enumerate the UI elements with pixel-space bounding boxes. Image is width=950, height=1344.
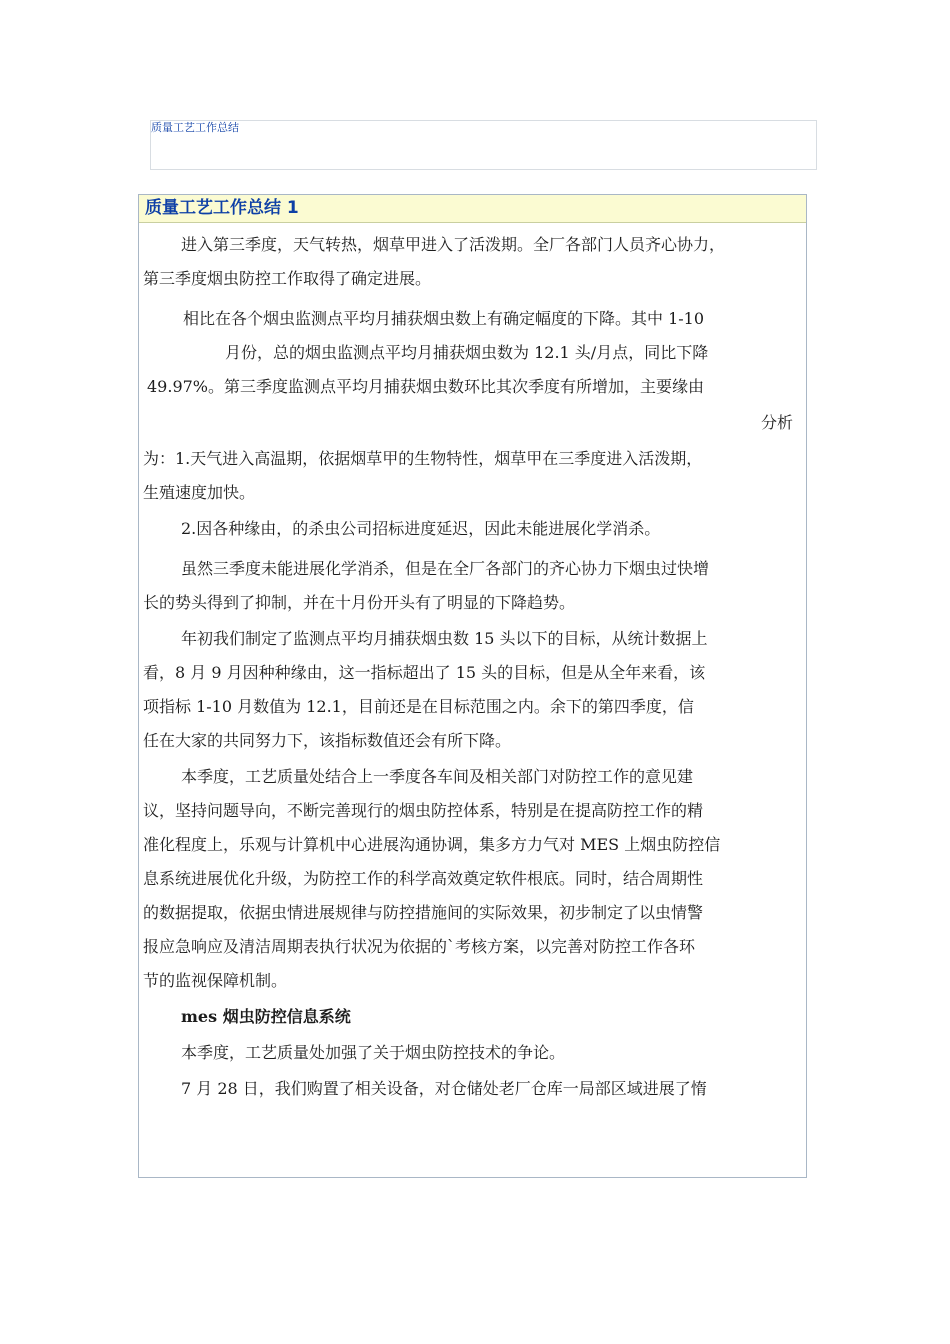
paragraph-line: 议，坚持问题导向，不断完善现行的烟虫防控体系，特别是在提高防控工作的精: [143, 801, 704, 820]
paragraph-line: 为：1.天气进入高温期，依据烟草甲的生物特性，烟草甲在三季度进入活泼期，: [143, 449, 703, 468]
paragraph-line: 49.97%。第三季度监测点平均月捕获烟虫数环比其次季度有所增加，主要缘由: [147, 377, 705, 396]
paragraph-line: 2.因各种缘由，的杀虫公司招标进度延迟，因此未能进展化学消杀。: [181, 519, 661, 538]
paragraph-line: 第三季度烟虫防控工作取得了确定进展。: [143, 269, 432, 288]
paragraph-line: 虽然三季度未能进展化学消杀，但是在全厂各部门的齐心协力下烟虫过快增: [181, 559, 710, 578]
paragraph-line: 本季度，工艺质量处结合上一季度各车间及相关部门对防控工作的意见建: [181, 767, 694, 786]
paragraph-line: 长的势头得到了抑制，并在十月份开头有了明显的下降趋势。: [143, 593, 576, 612]
paragraph-line: 相比在各个烟虫监测点平均月捕获烟虫数上有确定幅度的下降。其中 1-10: [183, 309, 705, 328]
paragraph-line: 7 月 28 日，我们购置了相关设备，对仓储处老厂仓库一局部区域进展了惰: [181, 1079, 707, 1098]
paragraph-line: 本季度，工艺质量处加强了关于烟虫防控技术的争论。: [181, 1043, 566, 1062]
paragraph-line: 准化程度上，乐观与计算机中心进展沟通协调，集多方力气对 MES 上烟虫防控信: [143, 835, 721, 854]
document-title-box: [150, 120, 817, 170]
paragraph-line: 年初我们制定了监测点平均月捕获烟虫数 15 头以下的目标，从统计数据上: [181, 629, 708, 648]
paragraph-line: 生殖速度加快。: [143, 483, 256, 502]
paragraph-line: 进入第三季度，天气转热，烟草甲进入了活泼期。全厂各部门人员齐心协力，: [181, 235, 726, 254]
paragraph-line: 看，8 月 9 月因种种缘由，这一指标超出了 15 头的目标，但是从全年来看，该: [143, 663, 706, 682]
paragraph-line: 报应急响应及清洁周期表执行状况为依据的`考核方案，以完善对防控工作各环: [143, 937, 696, 956]
paragraph-line: 的数据提取，依据虫情进展规律与防控措施间的实际效果，初步制定了以虫情警: [143, 903, 704, 922]
paragraph-line: 月份，总的烟虫监测点平均月捕获烟虫数为 12.1 头/月点，同比下降: [225, 343, 709, 362]
section-body: [139, 223, 806, 1173]
paragraph-line: 息系统进展优化升级，为防控工作的科学高效奠定软件根底。同时，结合周期性: [143, 869, 704, 888]
subheading: mes 烟虫防控信息系统: [181, 1007, 351, 1026]
document-title: 质量工艺工作总结: [151, 121, 239, 134]
paragraph-line: 节的监视保障机制。: [143, 971, 288, 990]
paragraph-line: 任在大家的共同努力下，该指标数值还会有所下降。: [143, 731, 512, 750]
section-card: [138, 194, 807, 1178]
section-heading: 质量工艺工作总结 1: [139, 195, 806, 223]
paragraph-line: 项指标 1-10 月数值为 12.1，目前还是在目标范围之内。余下的第四季度，信: [143, 697, 694, 716]
paragraph-line: 分析: [761, 413, 794, 432]
